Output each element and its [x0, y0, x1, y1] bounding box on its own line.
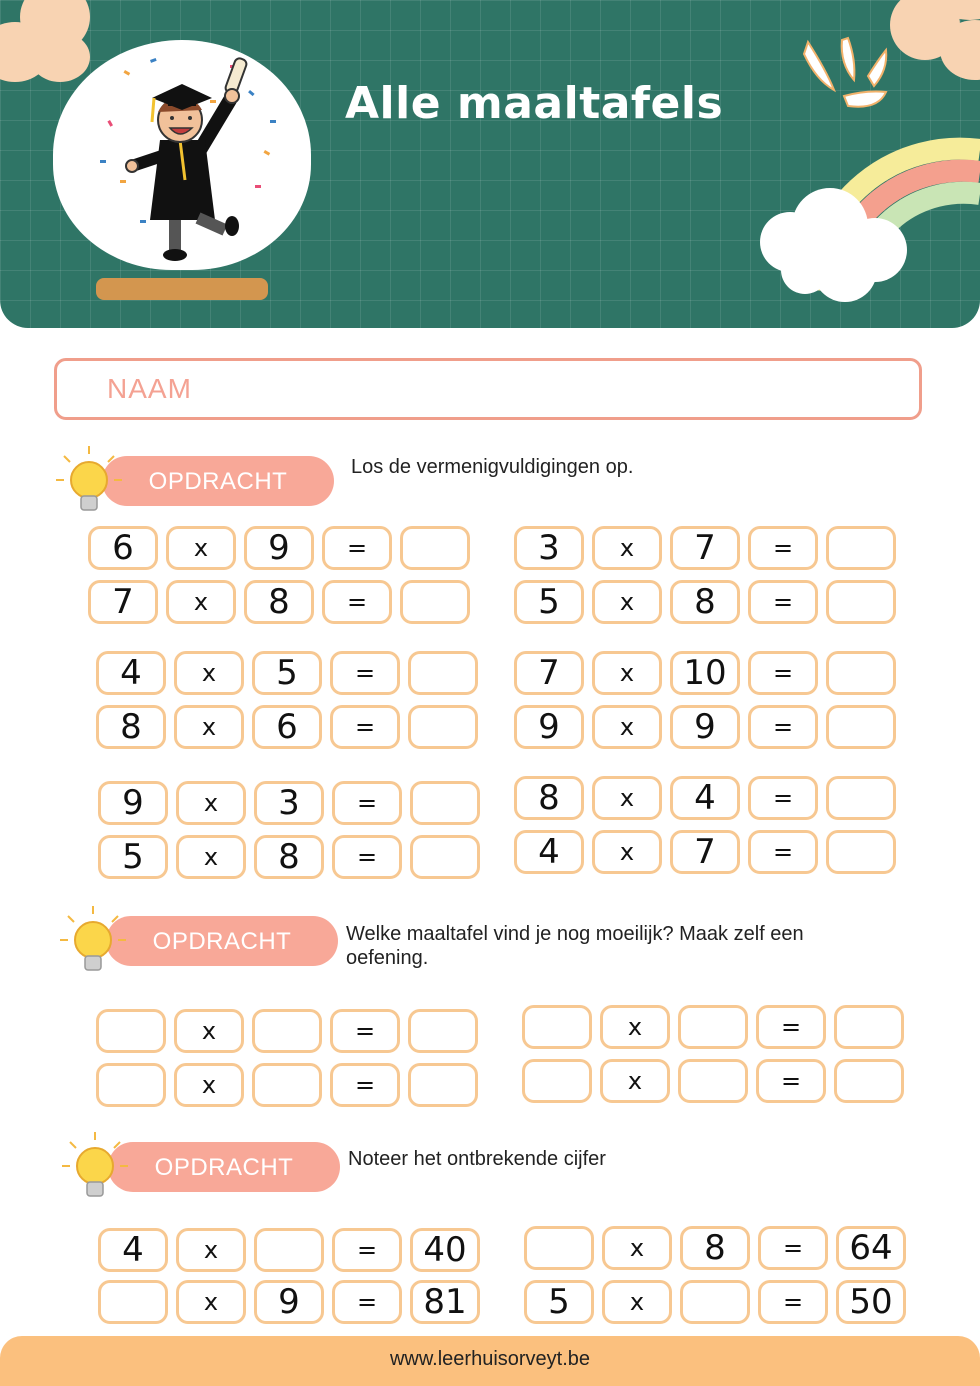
header-banner [0, 0, 980, 328]
sparkle-icon [796, 30, 896, 120]
answer-box[interactable]: 40 [410, 1228, 480, 1272]
equals-sign: = [748, 705, 818, 749]
factor-a-box[interactable]: 9 [514, 705, 584, 749]
factor-a-box[interactable]: 4 [96, 651, 166, 695]
times-sign: x [602, 1226, 672, 1270]
lightbulb-icon [54, 444, 124, 522]
equals-sign: = [748, 526, 818, 570]
equals-sign: = [756, 1059, 826, 1103]
flower-decoration [890, 0, 980, 70]
instruction-2: Welke maaltafel vind je nog moeilijk? Maak zelf een oefening. [346, 923, 804, 969]
equals-sign: = [748, 580, 818, 624]
globe-base [96, 278, 268, 300]
factor-a-box[interactable]: 6 [88, 526, 158, 570]
answer-box[interactable] [410, 835, 480, 879]
section-label: OPDRACHT [154, 1154, 294, 1181]
factor-b-box[interactable]: 10 [670, 651, 740, 695]
times-sign: x [600, 1005, 670, 1049]
snow-globe-illustration [50, 40, 314, 302]
section-label: OPDRACHT [148, 468, 288, 495]
footer-website: www.leerhuisorveyt.be [389, 1348, 591, 1370]
answer-box[interactable] [826, 830, 896, 874]
factor-b-box[interactable] [678, 1005, 748, 1049]
answer-box[interactable]: 50 [836, 1280, 906, 1324]
equals-sign: = [748, 651, 818, 695]
factor-b-box[interactable]: 4 [670, 776, 740, 820]
factor-a-box[interactable]: 4 [514, 830, 584, 874]
times-sign: x [176, 835, 246, 879]
factor-b-box[interactable] [254, 1228, 324, 1272]
factor-a-box[interactable]: 4 [98, 1228, 168, 1272]
factor-a-box[interactable]: 3 [514, 526, 584, 570]
equals-sign: = [322, 580, 392, 624]
factor-b-box[interactable]: 8 [680, 1226, 750, 1270]
name-label: NAAM [107, 373, 192, 404]
factor-a-box[interactable]: 5 [524, 1280, 594, 1324]
factor-a-box[interactable]: 5 [514, 580, 584, 624]
times-sign: x [600, 1059, 670, 1103]
answer-box[interactable] [834, 1059, 904, 1103]
times-sign: x [166, 526, 236, 570]
equals-sign: = [756, 1005, 826, 1049]
times-sign: x [176, 1228, 246, 1272]
times-sign: x [602, 1280, 672, 1324]
factor-a-box[interactable]: 9 [98, 781, 168, 825]
times-sign: x [592, 776, 662, 820]
factor-a-box[interactable]: 8 [514, 776, 584, 820]
factor-b-box[interactable] [252, 1009, 322, 1053]
footer-bar [0, 1336, 980, 1386]
times-sign: x [592, 651, 662, 695]
equals-sign: = [322, 526, 392, 570]
graduate-child-icon [80, 40, 290, 270]
answer-box[interactable]: 81 [410, 1280, 480, 1324]
factor-b-box[interactable] [678, 1059, 748, 1103]
rainbow-icon [750, 120, 980, 310]
times-sign: x [176, 781, 246, 825]
answer-box[interactable] [826, 776, 896, 820]
factor-b-box[interactable]: 7 [670, 830, 740, 874]
answer-box[interactable] [834, 1005, 904, 1049]
answer-box[interactable] [826, 580, 896, 624]
answer-box[interactable] [826, 705, 896, 749]
factor-b-box[interactable]: 6 [252, 705, 322, 749]
times-sign: x [174, 1009, 244, 1053]
instruction-3: Noteer het ontbrekende cijfer [348, 1148, 606, 1170]
factor-a-box[interactable] [96, 1009, 166, 1053]
answer-box[interactable] [408, 1009, 478, 1053]
answer-box[interactable] [408, 705, 478, 749]
factor-b-box[interactable]: 3 [254, 781, 324, 825]
answer-box[interactable] [410, 781, 480, 825]
times-sign: x [174, 1063, 244, 1107]
equals-sign: = [332, 781, 402, 825]
equals-sign: = [332, 1228, 402, 1272]
answer-box[interactable] [408, 1063, 478, 1107]
equals-sign: = [330, 651, 400, 695]
factor-b-box[interactable]: 9 [670, 705, 740, 749]
equals-sign: = [332, 835, 402, 879]
factor-b-box[interactable]: 8 [670, 580, 740, 624]
equals-sign: = [758, 1226, 828, 1270]
factor-a-box[interactable] [522, 1059, 592, 1103]
times-sign: x [174, 651, 244, 695]
equals-sign: = [748, 776, 818, 820]
instruction-1: Los de vermenigvuldigingen op. [351, 456, 634, 478]
equals-sign: = [330, 1009, 400, 1053]
times-sign: x [166, 580, 236, 624]
section-header-2 [58, 904, 358, 974]
factor-b-box[interactable]: 9 [244, 526, 314, 570]
factor-b-box[interactable]: 8 [244, 580, 314, 624]
times-sign: x [176, 1280, 246, 1324]
name-field[interactable] [54, 358, 922, 420]
factor-b-box[interactable]: 5 [252, 651, 322, 695]
times-sign: x [592, 580, 662, 624]
lightbulb-icon [60, 1130, 130, 1208]
lightbulb-icon [58, 904, 128, 982]
answer-box[interactable]: 64 [836, 1226, 906, 1270]
times-sign: x [174, 705, 244, 749]
factor-a-box[interactable]: 7 [88, 580, 158, 624]
times-sign: x [592, 526, 662, 570]
factor-b-box[interactable]: 9 [254, 1280, 324, 1324]
factor-b-box[interactable] [252, 1063, 322, 1107]
answer-box[interactable] [400, 526, 470, 570]
times-sign: x [592, 830, 662, 874]
factor-a-box[interactable] [524, 1226, 594, 1270]
equals-sign: = [330, 1063, 400, 1107]
section-header-1 [54, 444, 354, 514]
answer-box[interactable] [826, 526, 896, 570]
equals-sign: = [748, 830, 818, 874]
factor-b-box[interactable]: 7 [670, 526, 740, 570]
section-header-3 [60, 1130, 360, 1200]
factor-a-box[interactable]: 5 [98, 835, 168, 879]
answer-box[interactable] [408, 651, 478, 695]
factor-a-box[interactable] [98, 1280, 168, 1324]
page-title: Alle maaltafels [345, 78, 724, 129]
equals-sign: = [332, 1280, 402, 1324]
factor-a-box[interactable] [96, 1063, 166, 1107]
factor-b-box[interactable] [680, 1280, 750, 1324]
section-label: OPDRACHT [152, 928, 292, 955]
answer-box[interactable] [826, 651, 896, 695]
factor-a-box[interactable] [522, 1005, 592, 1049]
times-sign: x [592, 705, 662, 749]
factor-b-box[interactable]: 8 [254, 835, 324, 879]
factor-a-box[interactable]: 7 [514, 651, 584, 695]
factor-a-box[interactable]: 8 [96, 705, 166, 749]
answer-box[interactable] [400, 580, 470, 624]
equals-sign: = [758, 1280, 828, 1324]
equals-sign: = [330, 705, 400, 749]
